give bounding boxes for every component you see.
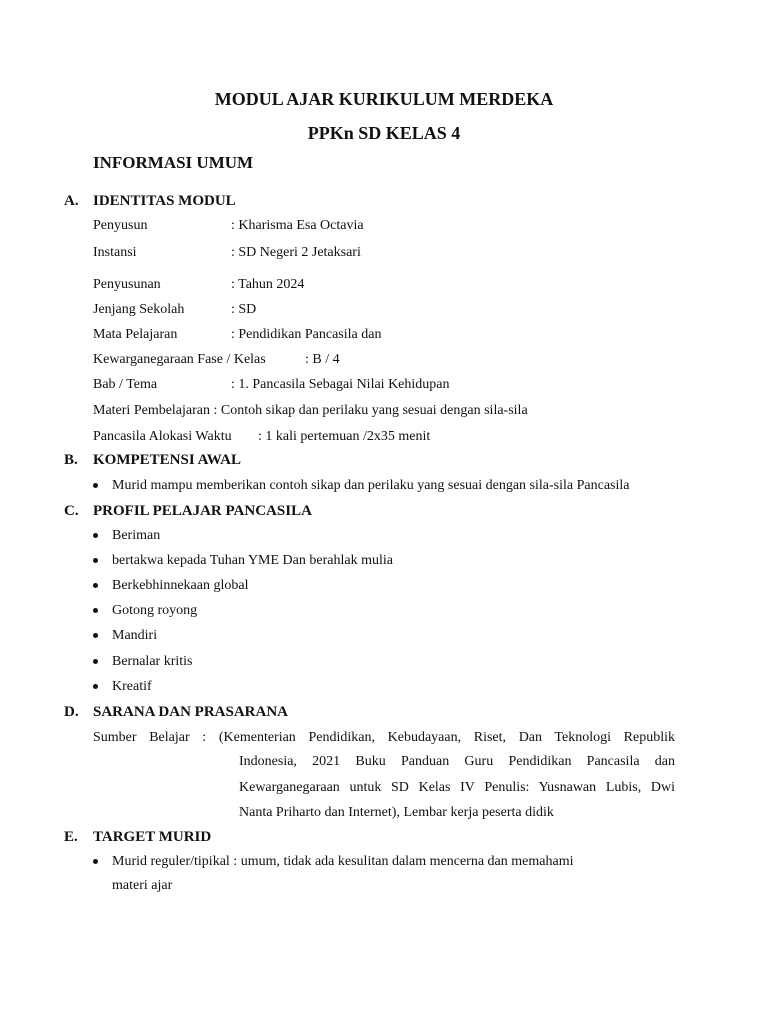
mapel-value: : Pendidikan Pancasila dan bbox=[231, 327, 382, 342]
bullet-icon bbox=[93, 558, 98, 563]
section-e-heading: TARGET MURID bbox=[93, 829, 212, 845]
bullet-icon bbox=[93, 583, 98, 588]
kewarganegaraan-fase-label: Kewarganegaraan Fase / Kelas bbox=[93, 352, 266, 367]
penyusun-value: : Kharisma Esa Octavia bbox=[231, 218, 364, 233]
document-title: MODUL AJAR KURIKULUM MERDEKA bbox=[214, 89, 554, 109]
profil-item: Beriman bbox=[112, 528, 161, 543]
instansi-label: Instansi bbox=[93, 245, 137, 260]
document-subtitle: PPKn SD KELAS 4 bbox=[307, 123, 461, 143]
bullet-icon bbox=[93, 684, 98, 689]
bab-label: Bab / Tema bbox=[93, 377, 158, 392]
mapel-label: Mata Pelajaran bbox=[93, 327, 178, 342]
section-e-letter: E. bbox=[64, 829, 78, 845]
fase-value: : B / 4 bbox=[305, 352, 340, 367]
profil-item: Bernalar kritis bbox=[112, 654, 193, 669]
alokasi-value: : 1 kali pertemuan /2x35 menit bbox=[258, 429, 431, 444]
bullet-icon bbox=[93, 533, 98, 538]
jenjang-value: : SD bbox=[231, 302, 257, 317]
sumber-belajar-line: Kewarganegaraan untuk SD Kelas IV Penulis: Yusnawan Lubis, Dwi bbox=[239, 780, 675, 795]
instansi-value: : SD Negeri 2 Jetaksari bbox=[231, 245, 361, 260]
jenjang-label: Jenjang Sekolah bbox=[93, 302, 185, 317]
section-c-heading: PROFIL PELAJAR PANCASILA bbox=[93, 503, 312, 519]
section-d-heading: SARANA DAN PRASARANA bbox=[93, 704, 289, 720]
section-b-heading: KOMPETENSI AWAL bbox=[93, 452, 241, 468]
section-d-letter: D. bbox=[64, 704, 79, 720]
kompetensi-item: Murid mampu memberikan contoh sikap dan perilaku yang sesuai dengan sila-sila Pancasila bbox=[112, 478, 630, 493]
profil-item: Berkebhinnekaan global bbox=[112, 578, 249, 593]
target-item: Murid reguler/tipikal : umum, tidak ada kesulitan dalam mencerna dan memahami bbox=[112, 854, 574, 869]
section-a-heading: IDENTITAS MODUL bbox=[93, 193, 236, 209]
sumber-belajar-line: Indonesia, 2021 Buku Panduan Guru Pendidikan Pancasila dan bbox=[239, 754, 675, 769]
sumber-belajar-line: Nanta Priharto dan Internet), Lembar kerja peserta didik bbox=[239, 805, 554, 820]
bullet-icon bbox=[93, 859, 98, 864]
sumber-belajar-line: Sumber Belajar : (Kementerian Pendidikan, Kebudayaan, Riset, Dan Teknologi Republik bbox=[93, 730, 675, 745]
bullet-icon bbox=[93, 659, 98, 664]
bab-value: : 1. Pancasila Sebagai Nilai Kehidupan bbox=[231, 377, 450, 392]
section-b-letter: B. bbox=[64, 452, 78, 468]
penyusunan-value: : Tahun 2024 bbox=[231, 277, 305, 292]
bullet-icon bbox=[93, 483, 98, 488]
bullet-icon bbox=[93, 608, 98, 613]
target-item-continuation: materi ajar bbox=[112, 878, 173, 893]
info-heading: INFORMASI UMUM bbox=[93, 153, 254, 172]
section-c-letter: C. bbox=[64, 503, 79, 519]
section-a-letter: A. bbox=[64, 193, 79, 209]
profil-item: bertakwa kepada Tuhan YME Dan berahlak mulia bbox=[112, 553, 393, 568]
profil-item: Gotong royong bbox=[112, 603, 198, 618]
bullet-icon bbox=[93, 633, 98, 638]
alokasi-label: Pancasila Alokasi Waktu bbox=[93, 429, 232, 444]
profil-item: Mandiri bbox=[112, 628, 158, 643]
materi-line: Materi Pembelajaran : Contoh sikap dan perilaku yang sesuai dengan sila-sila bbox=[93, 403, 528, 418]
penyusun-label: Penyusun bbox=[93, 218, 148, 233]
profil-item: Kreatif bbox=[112, 679, 152, 694]
penyusunan-label: Penyusunan bbox=[93, 277, 161, 292]
